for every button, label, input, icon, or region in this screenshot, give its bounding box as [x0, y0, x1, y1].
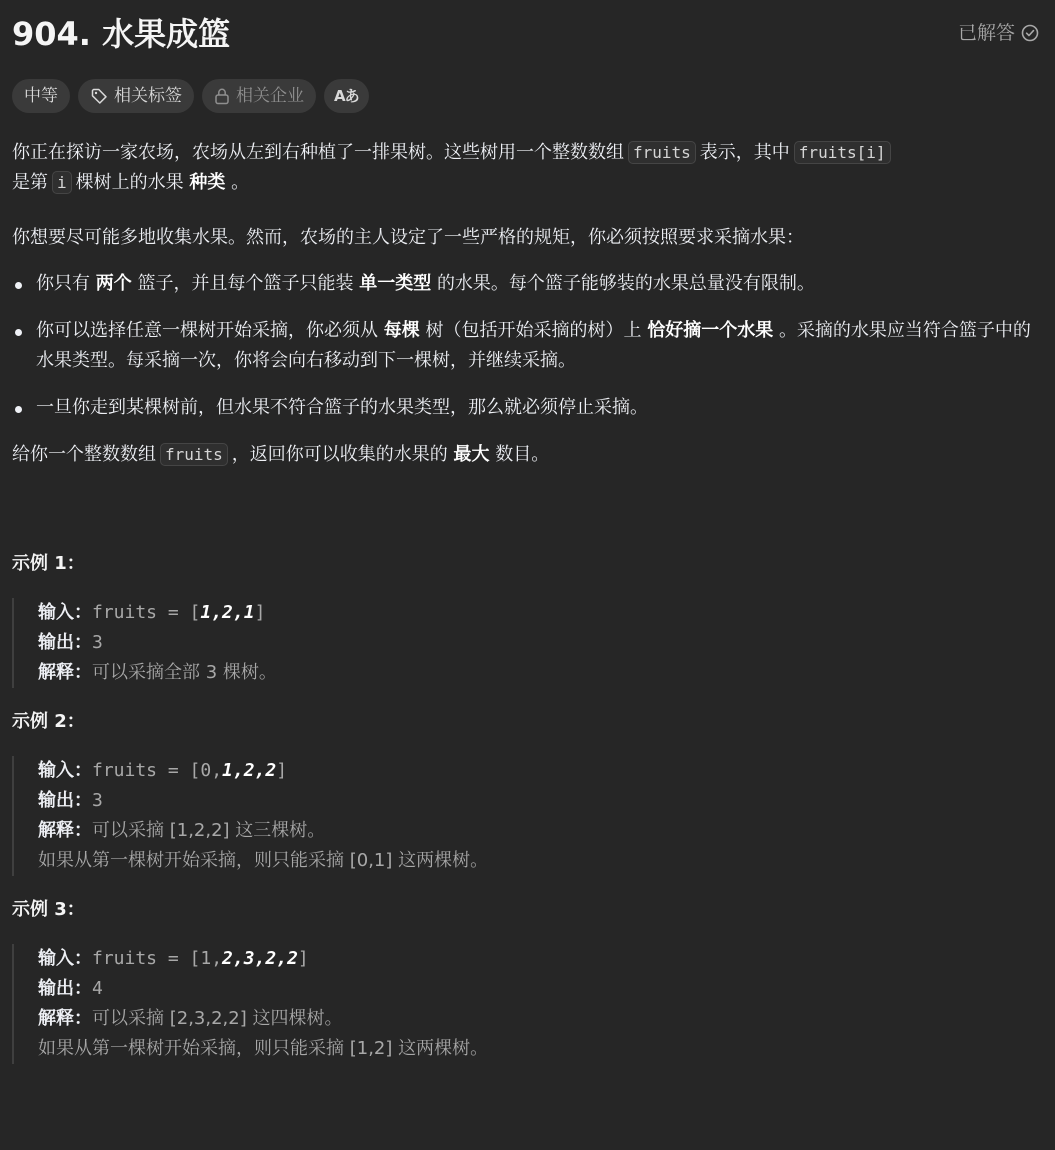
related-tags-button[interactable]: [78, 79, 194, 113]
tag-icon: [90, 87, 108, 105]
rule-item: 你可以选择任意一棵树开始采摘，你必须从 每棵 树（包括开始采摘的树）上 恰好摘一个水果 。采摘的水果应当符合篮子中的水果类型。每采摘一次，你将会向右移动到下一棵树，并继续采摘。: [12, 316, 1032, 376]
related-companies-button[interactable]: [202, 79, 316, 113]
difficulty-badge[interactable]: [12, 79, 70, 113]
example-explanation: 解释：可以采摘 [1,2,2] 这三棵树。: [38, 820, 326, 841]
example-output: 输出：3: [38, 790, 103, 811]
solved-label: 已解答: [957, 22, 1015, 44]
rules-list: [12, 269, 1032, 423]
example-output: 输出：4: [38, 978, 103, 999]
related-tags-label: 相关标签: [114, 86, 182, 106]
description-paragraph-1: 你正在探访一家农场，农场从左到右种植了一排果树。这些树用一个整数数组 fruits 表示，其中 fruits[i] 是第 i 棵树上的水果 种类 。: [12, 138, 1032, 198]
rule-item: 一旦你走到某棵树前，但水果不符合篮子的水果类型，那么就必须停止采摘。: [12, 393, 1032, 423]
example-output: 输出：3: [38, 632, 103, 653]
translate-icon: Aあ: [334, 87, 359, 105]
example-input: 输入：fruits = [1,2,1]: [38, 602, 266, 623]
description-paragraph-3: 给你一个整数数组 fruits ，返回你可以收集的水果的 最大 数目。: [12, 444, 550, 465]
difficulty-label: 中等: [24, 86, 58, 106]
example-input: 输入：fruits = [1,2,3,2,2]: [38, 948, 309, 969]
example-3-block: [12, 944, 1032, 1064]
example-explanation: 解释：可以采摘 [2,3,2,2] 这四棵树。: [38, 1008, 343, 1029]
problem-description: [12, 138, 1032, 1064]
description-paragraph-2: 你想要尽可能多地收集水果。然而，农场的主人设定了一些严格的规矩，你必须按照要求采摘水果：: [12, 227, 804, 248]
inline-code: i: [52, 171, 72, 194]
example-2-title: 示例 2：: [12, 711, 85, 732]
solved-status[interactable]: [958, 20, 1039, 46]
example-input: 输入：fruits = [0,1,2,2]: [38, 760, 288, 781]
example-2-block: [12, 756, 1032, 876]
example-3-title: 示例 3：: [12, 899, 85, 920]
inline-code: fruits[i]: [794, 141, 891, 164]
rule-item: 你只有 两个 篮子，并且每个篮子只能装 单一类型 的水果。每个篮子能够装的水果总量没有限制。: [12, 269, 1032, 299]
example-explanation: 解释：可以采摘全部 3 棵树。: [38, 662, 277, 683]
inline-code: fruits: [160, 443, 228, 466]
problem-title: 904. 水果成篮: [12, 15, 231, 53]
example-explanation-cont: 如果从第一棵树开始采摘，则只能采摘 [1,2] 这两棵树。: [38, 1038, 489, 1059]
lock-icon: [214, 87, 230, 105]
example-explanation-cont: 如果从第一棵树开始采摘，则只能采摘 [0,1] 这两棵树。: [38, 850, 489, 871]
check-circle-icon: [1021, 24, 1039, 42]
related-companies-label: 相关企业: [236, 86, 304, 106]
translate-button[interactable]: [324, 79, 369, 113]
problem-header: [12, 8, 1039, 58]
tag-bar: [12, 79, 369, 113]
example-1-title: 示例 1：: [12, 553, 85, 574]
example-1-block: [12, 598, 1032, 688]
inline-code: fruits: [628, 141, 696, 164]
